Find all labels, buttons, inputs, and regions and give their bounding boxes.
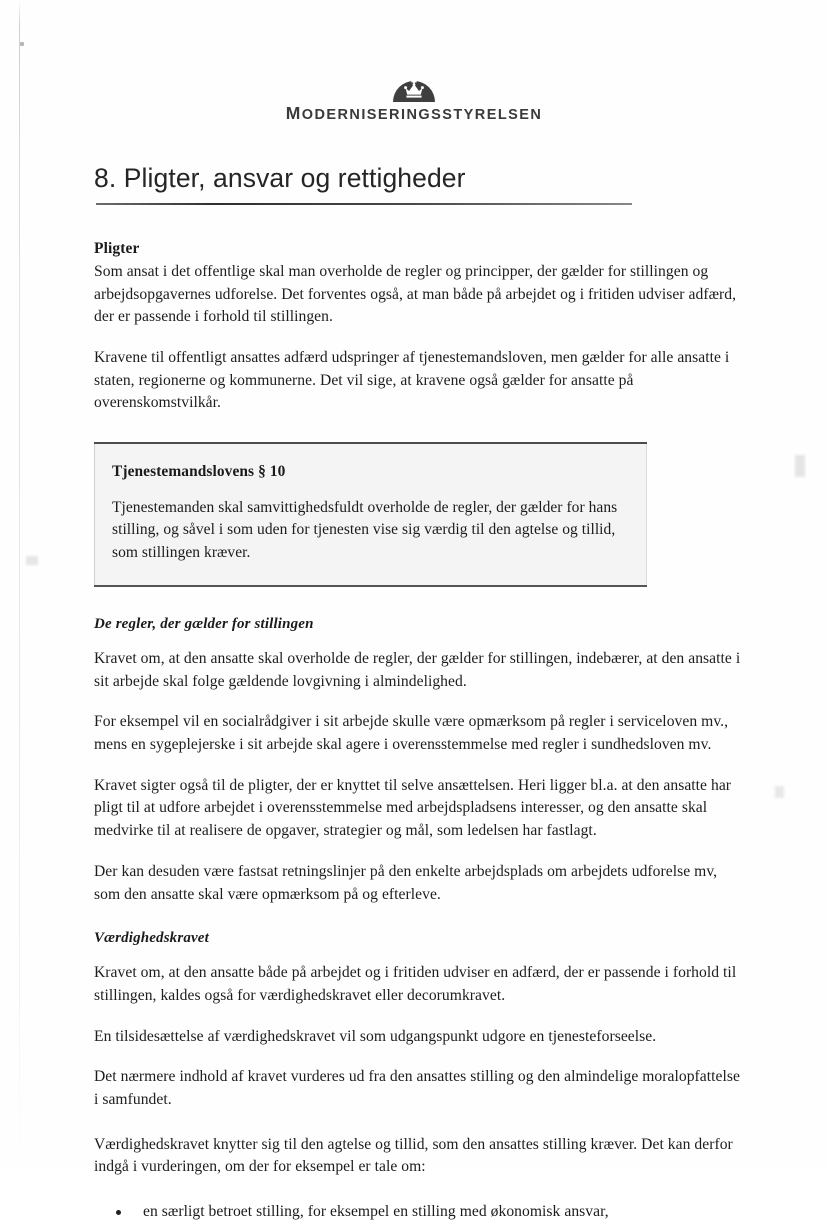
- list-item: en særligt betroet stilling, for eksempel en stilling med økonomisk ansvar,: [116, 1201, 742, 1224]
- spacer: [94, 1008, 742, 1026]
- law-quote-title: Tjenestemandslovens § 10: [112, 463, 286, 481]
- paragraph-pligter-2: Kravene til offentligt ansattes adfærd udspringer af tjenestemandsloven, men gælder for alle ansatte i staten, regionerne og kommunerne. Det vil sige, at kravene også gælder for ansatte på overenskomstvilkår.: [94, 349, 730, 412]
- examples-bullet-list: [94, 1201, 742, 1224]
- spacer: [94, 757, 742, 775]
- spacer: [94, 693, 742, 711]
- spacer: [94, 1179, 742, 1201]
- spacer: [94, 843, 742, 861]
- page-title: 8. Pligter, ansvar og rettigheder: [94, 163, 466, 193]
- paragraph-regler-4: Der kan desuden være fastsat retningslinjer på den enkelte arbejdsplads om arbejdets udforelse mv, som den ansatte skal være opmærksom på og efterleve.: [94, 862, 718, 903]
- spacer: [94, 635, 742, 648]
- spacer: [94, 587, 742, 614]
- paragraph-regler-2: For eksempel vil en socialrådgiver i sit arbejde skulle være opmærksom på regler i serviceloven mv., mens en sygeplejerske i sit arbejde skal agere i overensstemmelse med regler i sundhedsloven mv.: [94, 713, 729, 754]
- spacer: [94, 1048, 742, 1066]
- law-quote-box: [94, 442, 647, 587]
- title-underline-rule: [96, 203, 632, 205]
- logo-wordmark-cap: M: [285, 103, 302, 123]
- document-body: [94, 238, 742, 1230]
- paragraph-pligter-1: Som ansat i det offentlige skal man overholde de regler og principper, der gælder for stillingen og arbejdsopgavernes udforelse. Det forventes også, at man både på arbejdet og i fritiden udviser adfærd, der er passende i forhold til stillingen.: [94, 263, 737, 326]
- scan-smudge-artifact: [775, 786, 784, 798]
- logo-wordmark: [0, 105, 828, 123]
- law-quote-text: Tjenestemanden skal samvittighedsfuldt overholde de regler, der gælder for hans stilling, og såvel i som uden for tjenesten vise sig værdig til den agtelse og tillid, som stillingen kræver.: [112, 498, 618, 562]
- heading-pligter: Pligter: [94, 240, 140, 257]
- scan-speck-artifact: [20, 42, 24, 46]
- spacer: [94, 1112, 742, 1134]
- paragraph-vaerdighed-4: Værdighedskravet knytter sig til den agtelse og tillid, som den ansattes stilling kræver. Det kan derfor indgå i vurderingen, om der for eksempel er tale om:: [94, 1135, 733, 1176]
- scan-edge-artifact: [19, 0, 20, 1169]
- logo-wordmark-rest: ODERNISERINGSSTYRELSEN: [301, 107, 543, 123]
- spacer: [94, 949, 742, 962]
- heading-vaerdighedskravet: Værdighedskravet: [94, 930, 209, 947]
- paragraph-vaerdighed-2: En tilsidesættelse af værdighedskravet vil som udgangspunkt udgore en tjenesteforseelse.: [94, 1027, 657, 1045]
- organization-logo: [0, 76, 828, 123]
- paragraph-vaerdighed-1: Kravet om, at den ansatte både på arbejdet og i fritiden udviser en adfærd, der er passende i forhold til stillingen, kaldes også for værdighedskravet eller decorumkravet.: [94, 964, 737, 1004]
- scan-smudge-artifact: [26, 556, 38, 565]
- paragraph-regler-1: Kravet om, at den ansatte skal overholde de regler, der gælder for stillingen, indebærer, at den ansatte i sit arbejde skal folge gældende lovgivning i almindelighed.: [94, 650, 741, 690]
- heading-de-regler: De regler, der gælder for stillingen: [94, 616, 314, 633]
- crown-emblem-icon: [391, 76, 437, 102]
- paragraph-vaerdighed-3: Det nærmere indhold af kravet vurderes ud fra den ansattes stilling og den almindelige moralopfattelse i samfundet.: [94, 1068, 740, 1108]
- spacer: [94, 906, 742, 928]
- paragraph-regler-3: Kravet sigter også til de pligter, der er knyttet til selve ansættelsen. Heri ligger bl.a. at den ansatte har pligt til at udfore arbejdet i overensstemmelse med arbejdspladsens interesser, og den ansatte skal medvirke til at realisere de opgaver, strategier og mål, som ledelsen har fastlagt.: [94, 776, 732, 840]
- scan-smudge-artifact: [795, 455, 805, 477]
- spacer: [94, 415, 742, 442]
- spacer: [94, 329, 742, 347]
